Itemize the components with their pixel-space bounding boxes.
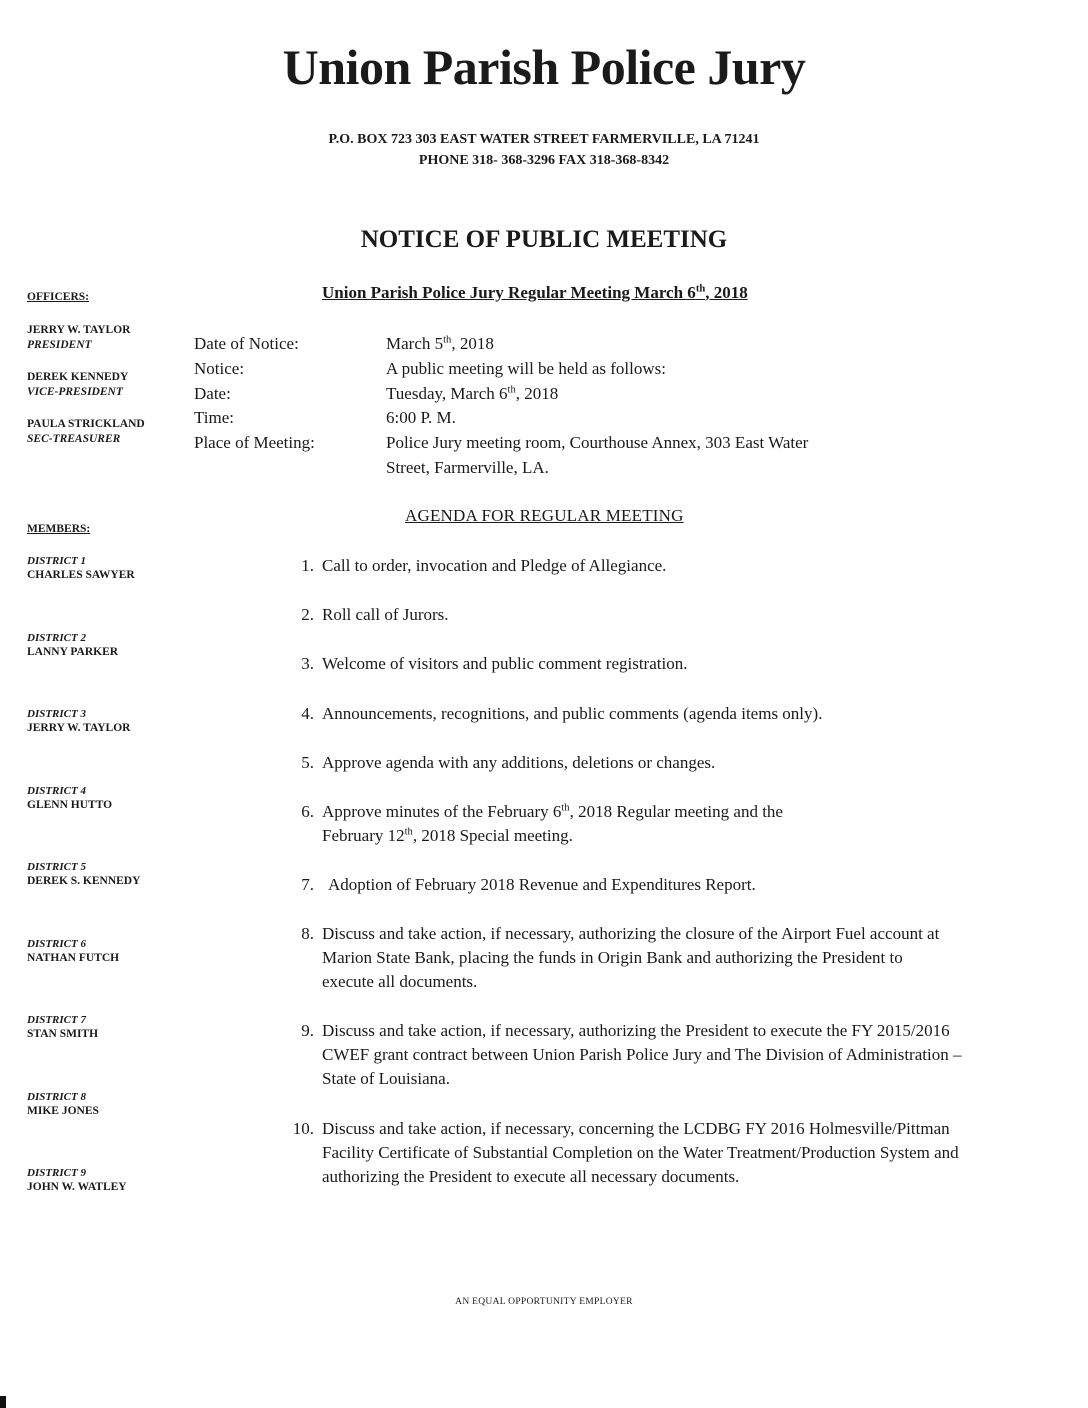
member-name: JERRY W. TAYLOR [27,722,131,734]
officer-role: PRESIDENT [27,339,92,351]
meeting-heading-sup: th [695,283,706,295]
phone-fax-line: PHONE 318- 368-3296 FAX 318-368-8342 [418,153,670,168]
member-name: NATHAN FUTCH [27,952,120,964]
member-district: DISTRICT 6 [27,938,86,950]
meeting-heading-text: Union Parish Police Jury Regular Meeting March 6 [322,283,696,302]
agenda-item-text: Discuss and take action, if necessary, authorizing the President to execute the FY 2015/2016 CWEF grant contract between Union Parish Police Jury and The Division of Administration – State of Louisiana. [322,1021,962,1088]
member-district: DISTRICT 3 [27,708,86,720]
member-district: DISTRICT 1 [27,555,86,567]
place-line-2: Street, Farmerville, LA. [386,458,549,477]
agenda-item-text-part: , 2018 Special meeting. [412,826,573,845]
member-district: DISTRICT 4 [27,785,86,797]
officer-name: JERRY W. TAYLOR [27,324,131,336]
footer-eeo: AN EQUAL OPPORTUNITY EMPLOYER [455,1297,633,1307]
date-text: Tuesday, March 6 [386,384,508,403]
member-name: LANNY PARKER [27,646,119,658]
agenda-item-number: 2. [301,605,314,624]
address-line: P.O. BOX 723 303 EAST WATER STREET FARMERVILLE, LA 71241 [328,132,760,147]
date-of-notice-sup: th [443,334,452,346]
agenda-item-number: 3. [301,654,314,673]
agenda-item-sup: th [561,802,570,814]
meeting-heading [322,283,748,303]
agenda-item-sup: th [404,826,413,838]
place-line-1: Police Jury meeting room, Courthouse Annex, 303 East Water [386,433,809,452]
agenda-item-number: 4. [301,704,314,723]
date-label: Date: [194,384,231,403]
member-district: DISTRICT 7 [27,1014,86,1026]
agenda-item-number: 7. [301,875,314,894]
agenda-item-text-part: February 12 [322,826,405,845]
date-year: , 2018 [515,384,559,403]
member-district: DISTRICT 2 [27,632,86,644]
date-sup: th [507,384,516,396]
date-of-notice-label: Date of Notice: [194,334,299,353]
date-value [386,383,558,405]
member-name: CHARLES SAWYER [27,569,135,581]
meeting-heading-year: , 2018 [705,283,748,302]
org-title: Union Parish Police Jury [282,39,806,95]
member-name: GLENN HUTTO [27,799,113,811]
agenda-item-number: 6. [301,802,314,821]
member-name: MIKE JONES [27,1105,99,1117]
agenda-item-number: 10. [292,1119,314,1138]
agenda-item-text: Discuss and take action, if necessary, authorizing the closure of the Airport Fuel account at Marion State Bank, placing the funds in Origin Bank and authorizing the President to execute all documents. [322,924,940,991]
date-of-notice-year: , 2018 [451,334,494,353]
agenda-item-text: Approve agenda with any additions, deletions or changes. [322,753,716,772]
officers-heading: OFFICERS: [27,291,89,303]
member-name: DEREK S. KENNEDY [27,875,141,887]
member-name: JOHN W. WATLEY [27,1181,127,1193]
agenda-item-text: Welcome of visitors and public comment registration. [322,654,688,673]
member-district: DISTRICT 5 [27,861,86,873]
agenda-heading: AGENDA FOR REGULAR MEETING [405,506,684,525]
agenda-item-text-part: Approve minutes of the February 6 [322,802,562,821]
agenda-item-number: 8. [301,924,314,943]
agenda-item-text: Call to order, invocation and Pledge of Allegiance. [322,556,667,575]
agenda-item-text: Announcements, recognitions, and public comments (agenda items only). [322,704,823,723]
date-of-notice-value [386,333,494,355]
notice-label: Notice: [194,359,245,378]
agenda-item-text [322,800,962,848]
agenda-item-number: 9. [301,1021,314,1040]
member-district: DISTRICT 8 [27,1091,86,1103]
agenda-item-text: Adoption of February 2018 Revenue and Expenditures Report. [328,875,756,894]
officer-name: PAULA STRICKLAND [27,418,145,430]
notice-title: NOTICE OF PUBLIC MEETING [360,226,728,253]
agenda-item-text-part: , 2018 Regular meeting and the [569,802,783,821]
agenda-item-text: Roll call of Jurors. [322,605,449,624]
time-label: Time: [194,408,235,427]
scan-edge-mark [0,1396,6,1408]
member-name: STAN SMITH [27,1028,99,1040]
member-district: DISTRICT 9 [27,1167,86,1179]
place-label: Place of Meeting: [194,433,315,452]
officer-role: VICE-PRESIDENT [27,386,123,398]
notice-value: A public meeting will be held as follows: [386,359,666,378]
agenda-item-number: 5. [301,753,314,772]
officer-name: DEREK KENNEDY [27,371,129,383]
officer-role: SEC-TREASURER [27,433,121,445]
date-of-notice-text: March 5 [386,334,444,353]
members-heading: MEMBERS: [27,523,91,535]
agenda-item-number: 1. [301,556,314,575]
time-value: 6:00 P. M. [386,408,456,427]
agenda-item-text: Discuss and take action, if necessary, concerning the LCDBG FY 2016 Holmesville/Pittman Facility Certificate of Substantial Completion on the Water Treatment/Production System and authorizing the President to execute all necessary documents. [322,1119,959,1186]
